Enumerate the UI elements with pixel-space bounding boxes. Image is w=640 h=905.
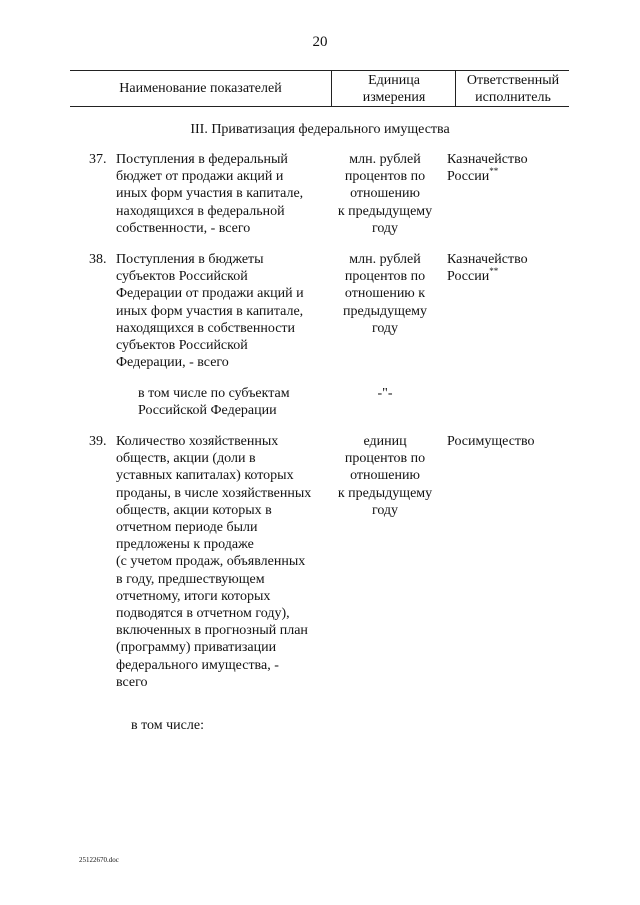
row-indicator: Поступления в бюджеты субъектов Российской Федерации от продажи акций и иных форм участия в капитале, находящихся в собственности субъектов Российской Федерации, - всего [116,252,304,371]
page-number: 20 [312,34,328,50]
footnote-mark: ** [489,265,499,276]
row-responsible [447,251,557,285]
subrow-text: в том числе по субъектам Российской Федерации [138,386,290,419]
responsible-text: Казначейство России [447,252,528,285]
responsible-text: Казначейство России [447,152,528,185]
row-number: 37. [89,152,107,167]
row-responsible [447,151,557,185]
footnote-mark: ** [489,165,499,176]
row-indicator: Количество хозяйственных обществ, акции (доли в уставных капиталах) которых проданы, в числе хозяйственных обществ, акции которых в отчетном периоде были предложены к продаже (с учетом продаж, объявленных в году, предшествующем отчетному, итоги которых подводятся в отчетном году), включенных в прогнозный план (программу) приватизации федерального имущества, - всего [116,434,312,690]
row-unit: млн. рублей процентов по отношению к предыдущему году [342,252,428,336]
subrow-unit: -"- [377,386,393,401]
row-indicator: Поступления в федеральный бюджет от продажи акций и иных форм участия в капитале, находящихся в федеральной собственности, - всего [116,152,304,236]
row-unit: единиц процентов по отношению к предыдущему году [337,434,433,518]
row-number: 39. [89,434,107,449]
section-title: III. Приватизация федерального имущества [190,122,450,137]
row-unit: млн. рублей процентов по отношению к предыдущему году [337,152,433,236]
header-indicator: Наименование показателей [119,81,282,96]
document-id: 25122670.doc [79,856,119,864]
including-label: в том числе: [131,718,204,733]
header-unit: Единица измерения [331,71,456,106]
header-responsible: Ответственный исполнитель [455,71,570,106]
table-header [70,70,569,107]
row-number: 38. [89,252,107,267]
responsible-text: Росимущество [447,434,535,449]
row-responsible [447,433,557,450]
